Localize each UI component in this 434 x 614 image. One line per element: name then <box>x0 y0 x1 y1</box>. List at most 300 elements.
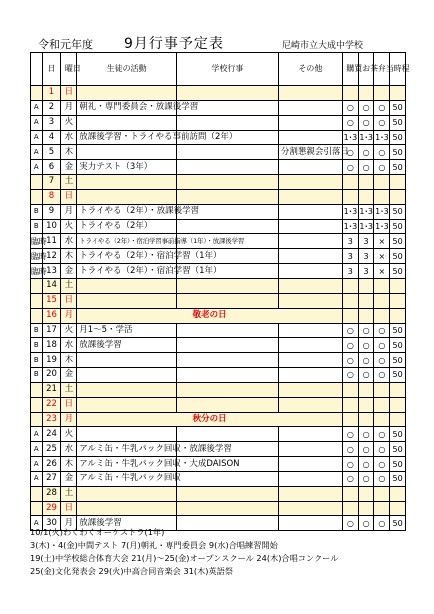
cell-school-event <box>176 278 278 293</box>
cell-weekday: 土 <box>61 486 77 501</box>
cell-period: 50 <box>390 160 406 175</box>
table-row <box>31 249 406 264</box>
cell-type: A <box>31 516 43 531</box>
cell-type: 臨時 <box>31 249 43 264</box>
table-row <box>31 219 406 234</box>
cell-tea <box>358 382 374 397</box>
cell-other <box>278 368 342 383</box>
cell-day: 24 <box>42 427 61 442</box>
cell-day: 11 <box>42 234 61 249</box>
cell-day: 27 <box>42 471 61 486</box>
cell-day: 10 <box>42 219 61 234</box>
cell-shop: 1･3 <box>342 130 358 145</box>
cell-tea <box>358 397 374 412</box>
cell-weekday: 日 <box>61 86 77 101</box>
cell-lunch: ○ <box>374 471 390 486</box>
table-row <box>31 86 406 101</box>
cell-other <box>278 219 342 234</box>
cell-lunch: ○ <box>374 353 390 368</box>
cell-student-activity: 朝礼・専門委員会・放課後学習 <box>77 100 177 115</box>
cell-type <box>31 278 43 293</box>
cell-tea: 1･3 <box>358 130 374 145</box>
cell-lunch: ○ <box>374 516 390 531</box>
cell-weekday: 水 <box>61 442 77 457</box>
cell-weekday: 土 <box>61 382 77 397</box>
cell-day: 29 <box>42 501 61 516</box>
cell-weekday: 木 <box>61 457 77 472</box>
cell-type: 臨時 <box>31 234 43 249</box>
cell-period <box>390 486 406 501</box>
cell-period: 50 <box>390 471 406 486</box>
table-row <box>31 189 406 204</box>
page-title: 9月行事予定表 <box>124 36 224 52</box>
cell-school-event <box>176 189 278 204</box>
cell-day: 18 <box>42 338 61 353</box>
cell-shop: ○ <box>342 160 358 175</box>
table-row <box>31 175 406 190</box>
cell-student-activity <box>77 397 177 412</box>
cell-period <box>390 397 406 412</box>
table-row <box>31 471 406 486</box>
cell-day: 3 <box>42 115 61 130</box>
table-row <box>31 427 406 442</box>
cell-lunch <box>374 486 390 501</box>
cell-school-event <box>176 323 278 338</box>
cell-student-activity <box>77 278 177 293</box>
cell-student-activity: トライやる（2年） <box>77 219 177 234</box>
cell-school-event <box>176 219 278 234</box>
cell-weekday: 金 <box>61 264 77 279</box>
cell-weekday: 火 <box>61 323 77 338</box>
table-header-row <box>31 53 406 86</box>
cell-lunch: ○ <box>374 442 390 457</box>
cell-lunch: ○ <box>374 145 390 160</box>
cell-holiday-name: 秋分の日 <box>77 412 343 427</box>
cell-shop: ○ <box>342 442 358 457</box>
cell-other <box>278 457 342 472</box>
cell-period: 50 <box>390 249 406 264</box>
cell-tea: 1･3 <box>358 219 374 234</box>
cell-school-event <box>176 293 278 308</box>
cell-other <box>278 249 342 264</box>
cell-shop <box>342 278 358 293</box>
cell-student-activity <box>77 353 177 368</box>
table-row <box>31 204 406 219</box>
cell-type <box>31 382 43 397</box>
cell-day: 16 <box>42 308 61 323</box>
table-row <box>31 308 406 323</box>
cell-shop <box>342 175 358 190</box>
cell-lunch <box>374 308 390 323</box>
cell-day: 26 <box>42 457 61 472</box>
cell-tea <box>358 501 374 516</box>
cell-shop: ○ <box>342 115 358 130</box>
schedule-table <box>30 52 410 531</box>
cell-period: 50 <box>390 219 406 234</box>
cell-type: B <box>31 368 43 383</box>
cell-shop: ○ <box>342 338 358 353</box>
cell-tea: 1･3 <box>358 204 374 219</box>
cell-student-activity <box>77 368 177 383</box>
cell-lunch: × <box>374 264 390 279</box>
cell-other <box>278 130 342 145</box>
cell-lunch: × <box>374 249 390 264</box>
cell-weekday: 火 <box>61 115 77 130</box>
cell-period: 50 <box>390 115 406 130</box>
cell-tea: ○ <box>358 338 374 353</box>
cell-student-activity <box>77 115 177 130</box>
cell-weekday: 木 <box>61 353 77 368</box>
cell-type: B <box>31 219 43 234</box>
cell-day: 6 <box>42 160 61 175</box>
table-row <box>31 338 406 353</box>
cell-period: 50 <box>390 353 406 368</box>
cell-day: 20 <box>42 368 61 383</box>
cell-shop: ○ <box>342 100 358 115</box>
cell-tea <box>358 293 374 308</box>
table-row <box>31 397 406 412</box>
table-row <box>31 160 406 175</box>
cell-day: 30 <box>42 516 61 531</box>
cell-tea: ○ <box>358 368 374 383</box>
cell-type: B <box>31 204 43 219</box>
cell-day: 15 <box>42 293 61 308</box>
cell-weekday: 火 <box>61 427 77 442</box>
cell-weekday: 火 <box>61 219 77 234</box>
cell-day: 4 <box>42 130 61 145</box>
cell-lunch: ○ <box>374 100 390 115</box>
cell-other <box>278 293 342 308</box>
note-line: 10/1(火)わくわくオーケストラ(1年) <box>30 527 165 537</box>
cell-other <box>278 382 342 397</box>
cell-period: 50 <box>390 427 406 442</box>
table-row <box>31 145 406 160</box>
table-row <box>31 382 406 397</box>
cell-shop: 3 <box>342 264 358 279</box>
note-line: 3(木)・4(金)中間テスト 7(月)朝礼・専門委員会 9(水)合唱練習開始 <box>30 540 278 550</box>
fiscal-year: 令和元年度 <box>38 38 93 51</box>
cell-tea <box>358 86 374 101</box>
cell-school-event <box>176 115 278 130</box>
cell-period: 50 <box>390 234 406 249</box>
cell-school-event <box>176 175 278 190</box>
cell-lunch <box>374 189 390 204</box>
cell-student-activity <box>77 501 177 516</box>
cell-period: 50 <box>390 368 406 383</box>
cell-school-event <box>176 353 278 368</box>
cell-type <box>31 293 43 308</box>
cell-student-activity: トライやる（2年）・宿泊学習（1年） <box>77 249 177 264</box>
cell-day: 8 <box>42 189 61 204</box>
cell-shop: 1･3 <box>342 219 358 234</box>
note-line: 19(土)中学校総合体育大会 21(月)～25(金)オープンスクール 24(木)合唱コンクール <box>30 553 339 563</box>
cell-type <box>31 308 43 323</box>
cell-other <box>278 115 342 130</box>
header-student-activity: 生徒の活動 <box>77 53 177 86</box>
cell-student-activity: 放課後学習 <box>77 516 177 531</box>
cell-tea <box>358 189 374 204</box>
cell-tea <box>358 278 374 293</box>
cell-day: 21 <box>42 382 61 397</box>
cell-lunch: 1･3 <box>374 219 390 234</box>
cell-type: 臨時 <box>31 264 43 279</box>
cell-shop: ○ <box>342 457 358 472</box>
cell-other <box>278 86 342 101</box>
cell-other <box>278 323 342 338</box>
cell-day: 12 <box>42 249 61 264</box>
schedule-body <box>31 86 406 531</box>
cell-day: 7 <box>42 175 61 190</box>
cell-day: 1 <box>42 86 61 101</box>
cell-type <box>31 486 43 501</box>
cell-other <box>278 234 342 249</box>
cell-student-activity: アルミ缶・牛乳パック回収 <box>77 471 177 486</box>
cell-tea: 3 <box>358 249 374 264</box>
cell-type: A <box>31 115 43 130</box>
note-line: 25(金)文化発表会 29(火)中高合同音楽会 31(木)英語祭 <box>30 566 234 576</box>
cell-lunch <box>374 501 390 516</box>
cell-shop <box>342 308 358 323</box>
cell-day: 9 <box>42 204 61 219</box>
cell-tea: ○ <box>358 115 374 130</box>
cell-weekday: 木 <box>61 249 77 264</box>
cell-weekday: 金 <box>61 160 77 175</box>
cell-lunch <box>374 293 390 308</box>
cell-shop <box>342 382 358 397</box>
table-row <box>31 457 406 472</box>
cell-type <box>31 397 43 412</box>
table-row <box>31 442 406 457</box>
cell-day: 14 <box>42 278 61 293</box>
cell-student-activity <box>77 427 177 442</box>
cell-type: A <box>31 471 43 486</box>
cell-other <box>278 338 342 353</box>
cell-student-activity: アルミ缶・牛乳パック回収・大成DAISON <box>77 457 177 472</box>
school-name: 尼崎市立大成中学校 <box>282 41 364 51</box>
cell-shop <box>342 397 358 412</box>
cell-weekday: 日 <box>61 397 77 412</box>
cell-day: 23 <box>42 412 61 427</box>
cell-type <box>31 412 43 427</box>
cell-school-event <box>176 338 278 353</box>
cell-tea: 3 <box>358 264 374 279</box>
cell-type <box>31 86 43 101</box>
cell-shop: ○ <box>342 427 358 442</box>
cell-school-event <box>176 382 278 397</box>
cell-period: 50 <box>390 457 406 472</box>
cell-weekday: 月 <box>61 516 77 531</box>
cell-period: 50 <box>390 100 406 115</box>
cell-student-activity: トライやる（2年）・宿泊学習（1年） <box>77 264 177 279</box>
cell-school-event <box>176 501 278 516</box>
cell-shop: 3 <box>342 249 358 264</box>
cell-type <box>31 189 43 204</box>
cell-other <box>278 100 342 115</box>
cell-school-event <box>176 427 278 442</box>
cell-lunch: ○ <box>374 160 390 175</box>
header-tea: お茶 <box>358 53 374 86</box>
cell-other <box>278 442 342 457</box>
cell-lunch <box>374 412 390 427</box>
cell-school-event <box>176 145 278 160</box>
cell-student-activity <box>77 293 177 308</box>
cell-student-activity <box>77 486 177 501</box>
table-row <box>31 501 406 516</box>
cell-tea <box>358 308 374 323</box>
cell-period <box>390 86 406 101</box>
cell-day: 25 <box>42 442 61 457</box>
cell-tea: ○ <box>358 442 374 457</box>
cell-weekday: 土 <box>61 175 77 190</box>
cell-weekday: 月 <box>61 412 77 427</box>
cell-period <box>390 189 406 204</box>
cell-weekday: 日 <box>61 501 77 516</box>
cell-period <box>390 308 406 323</box>
table-row <box>31 323 406 338</box>
cell-shop: ○ <box>342 471 358 486</box>
cell-school-event <box>176 368 278 383</box>
cell-student-activity <box>77 175 177 190</box>
cell-lunch <box>374 278 390 293</box>
notes-section <box>30 526 406 578</box>
cell-shop: ○ <box>342 353 358 368</box>
cell-other: 分割懇親会引落日 <box>278 145 342 160</box>
table-row <box>31 130 406 145</box>
cell-day: 19 <box>42 353 61 368</box>
cell-weekday: 水 <box>61 234 77 249</box>
header-type <box>31 53 43 86</box>
cell-lunch <box>374 86 390 101</box>
cell-other <box>278 278 342 293</box>
cell-student-activity: 放課後学習 <box>77 338 177 353</box>
cell-type <box>31 175 43 190</box>
cell-student-activity: トライやる（2年）・宿泊学習事前指導（1年）・放課後学習 <box>77 234 177 249</box>
cell-tea: ○ <box>358 145 374 160</box>
cell-type: A <box>31 100 43 115</box>
cell-shop: ○ <box>342 323 358 338</box>
cell-holiday-name: 敬老の日 <box>77 308 343 323</box>
cell-type: A <box>31 427 43 442</box>
header-day: 日 <box>42 53 61 86</box>
cell-period: 50 <box>390 145 406 160</box>
cell-period: 50 <box>390 516 406 531</box>
cell-day: 2 <box>42 100 61 115</box>
cell-shop: ○ <box>342 368 358 383</box>
cell-type: A <box>31 442 43 457</box>
cell-day: 17 <box>42 323 61 338</box>
cell-period: 50 <box>390 338 406 353</box>
cell-lunch: 1･3 <box>374 130 390 145</box>
cell-other <box>278 204 342 219</box>
cell-weekday: 月 <box>61 204 77 219</box>
cell-weekday: 土 <box>61 278 77 293</box>
cell-period <box>390 293 406 308</box>
cell-tea: ○ <box>358 160 374 175</box>
header-period: 時程 <box>390 53 406 86</box>
cell-period <box>390 278 406 293</box>
cell-tea: 3 <box>358 234 374 249</box>
cell-period: 50 <box>390 204 406 219</box>
cell-other <box>278 486 342 501</box>
cell-tea: ○ <box>358 471 374 486</box>
cell-tea: ○ <box>358 427 374 442</box>
cell-tea <box>358 175 374 190</box>
cell-lunch: ○ <box>374 457 390 472</box>
cell-weekday: 金 <box>61 368 77 383</box>
cell-day: 5 <box>42 145 61 160</box>
cell-lunch <box>374 382 390 397</box>
cell-period <box>390 175 406 190</box>
cell-period: 50 <box>390 323 406 338</box>
cell-lunch: ○ <box>374 323 390 338</box>
cell-school-event <box>176 160 278 175</box>
cell-tea <box>358 412 374 427</box>
cell-tea: ○ <box>358 100 374 115</box>
table-row <box>31 234 406 249</box>
cell-tea <box>358 486 374 501</box>
cell-shop <box>342 501 358 516</box>
table-row <box>31 293 406 308</box>
cell-type: A <box>31 160 43 175</box>
cell-other <box>278 397 342 412</box>
cell-period: 50 <box>390 264 406 279</box>
cell-weekday: 日 <box>61 293 77 308</box>
cell-type: A <box>31 457 43 472</box>
cell-student-activity <box>77 382 177 397</box>
cell-school-event <box>176 86 278 101</box>
header-school-event: 学校行事 <box>176 53 278 86</box>
cell-student-activity: 月1～5・学活 <box>77 323 177 338</box>
cell-type: B <box>31 338 43 353</box>
cell-student-activity: アルミ缶・牛乳パック回収・放課後学習 <box>77 442 177 457</box>
cell-day: 13 <box>42 264 61 279</box>
table-row <box>31 278 406 293</box>
table-row <box>31 115 406 130</box>
cell-other <box>278 264 342 279</box>
cell-lunch: 1･3 <box>374 204 390 219</box>
cell-lunch: ○ <box>374 427 390 442</box>
cell-student-activity <box>77 86 177 101</box>
cell-period <box>390 412 406 427</box>
cell-day: 28 <box>42 486 61 501</box>
cell-shop <box>342 293 358 308</box>
cell-weekday: 金 <box>61 471 77 486</box>
header-weekday: 曜日 <box>61 53 77 86</box>
cell-period: 50 <box>390 130 406 145</box>
cell-other <box>278 427 342 442</box>
cell-type: B <box>31 353 43 368</box>
cell-other <box>278 501 342 516</box>
cell-student-activity <box>77 189 177 204</box>
cell-type: A <box>31 145 43 160</box>
cell-shop <box>342 412 358 427</box>
cell-school-event <box>176 471 278 486</box>
cell-shop: ○ <box>342 516 358 531</box>
cell-period: 50 <box>390 442 406 457</box>
header-lunch: 弁当 <box>374 53 390 86</box>
cell-shop: 3 <box>342 234 358 249</box>
cell-other <box>278 175 342 190</box>
table-row <box>31 368 406 383</box>
cell-tea: ○ <box>358 457 374 472</box>
cell-shop <box>342 86 358 101</box>
cell-other <box>278 189 342 204</box>
cell-tea: ○ <box>358 516 374 531</box>
cell-student-activity: トライやる（2年）・放課後学習 <box>77 204 177 219</box>
cell-other <box>278 353 342 368</box>
cell-weekday: 日 <box>61 189 77 204</box>
cell-lunch <box>374 397 390 412</box>
